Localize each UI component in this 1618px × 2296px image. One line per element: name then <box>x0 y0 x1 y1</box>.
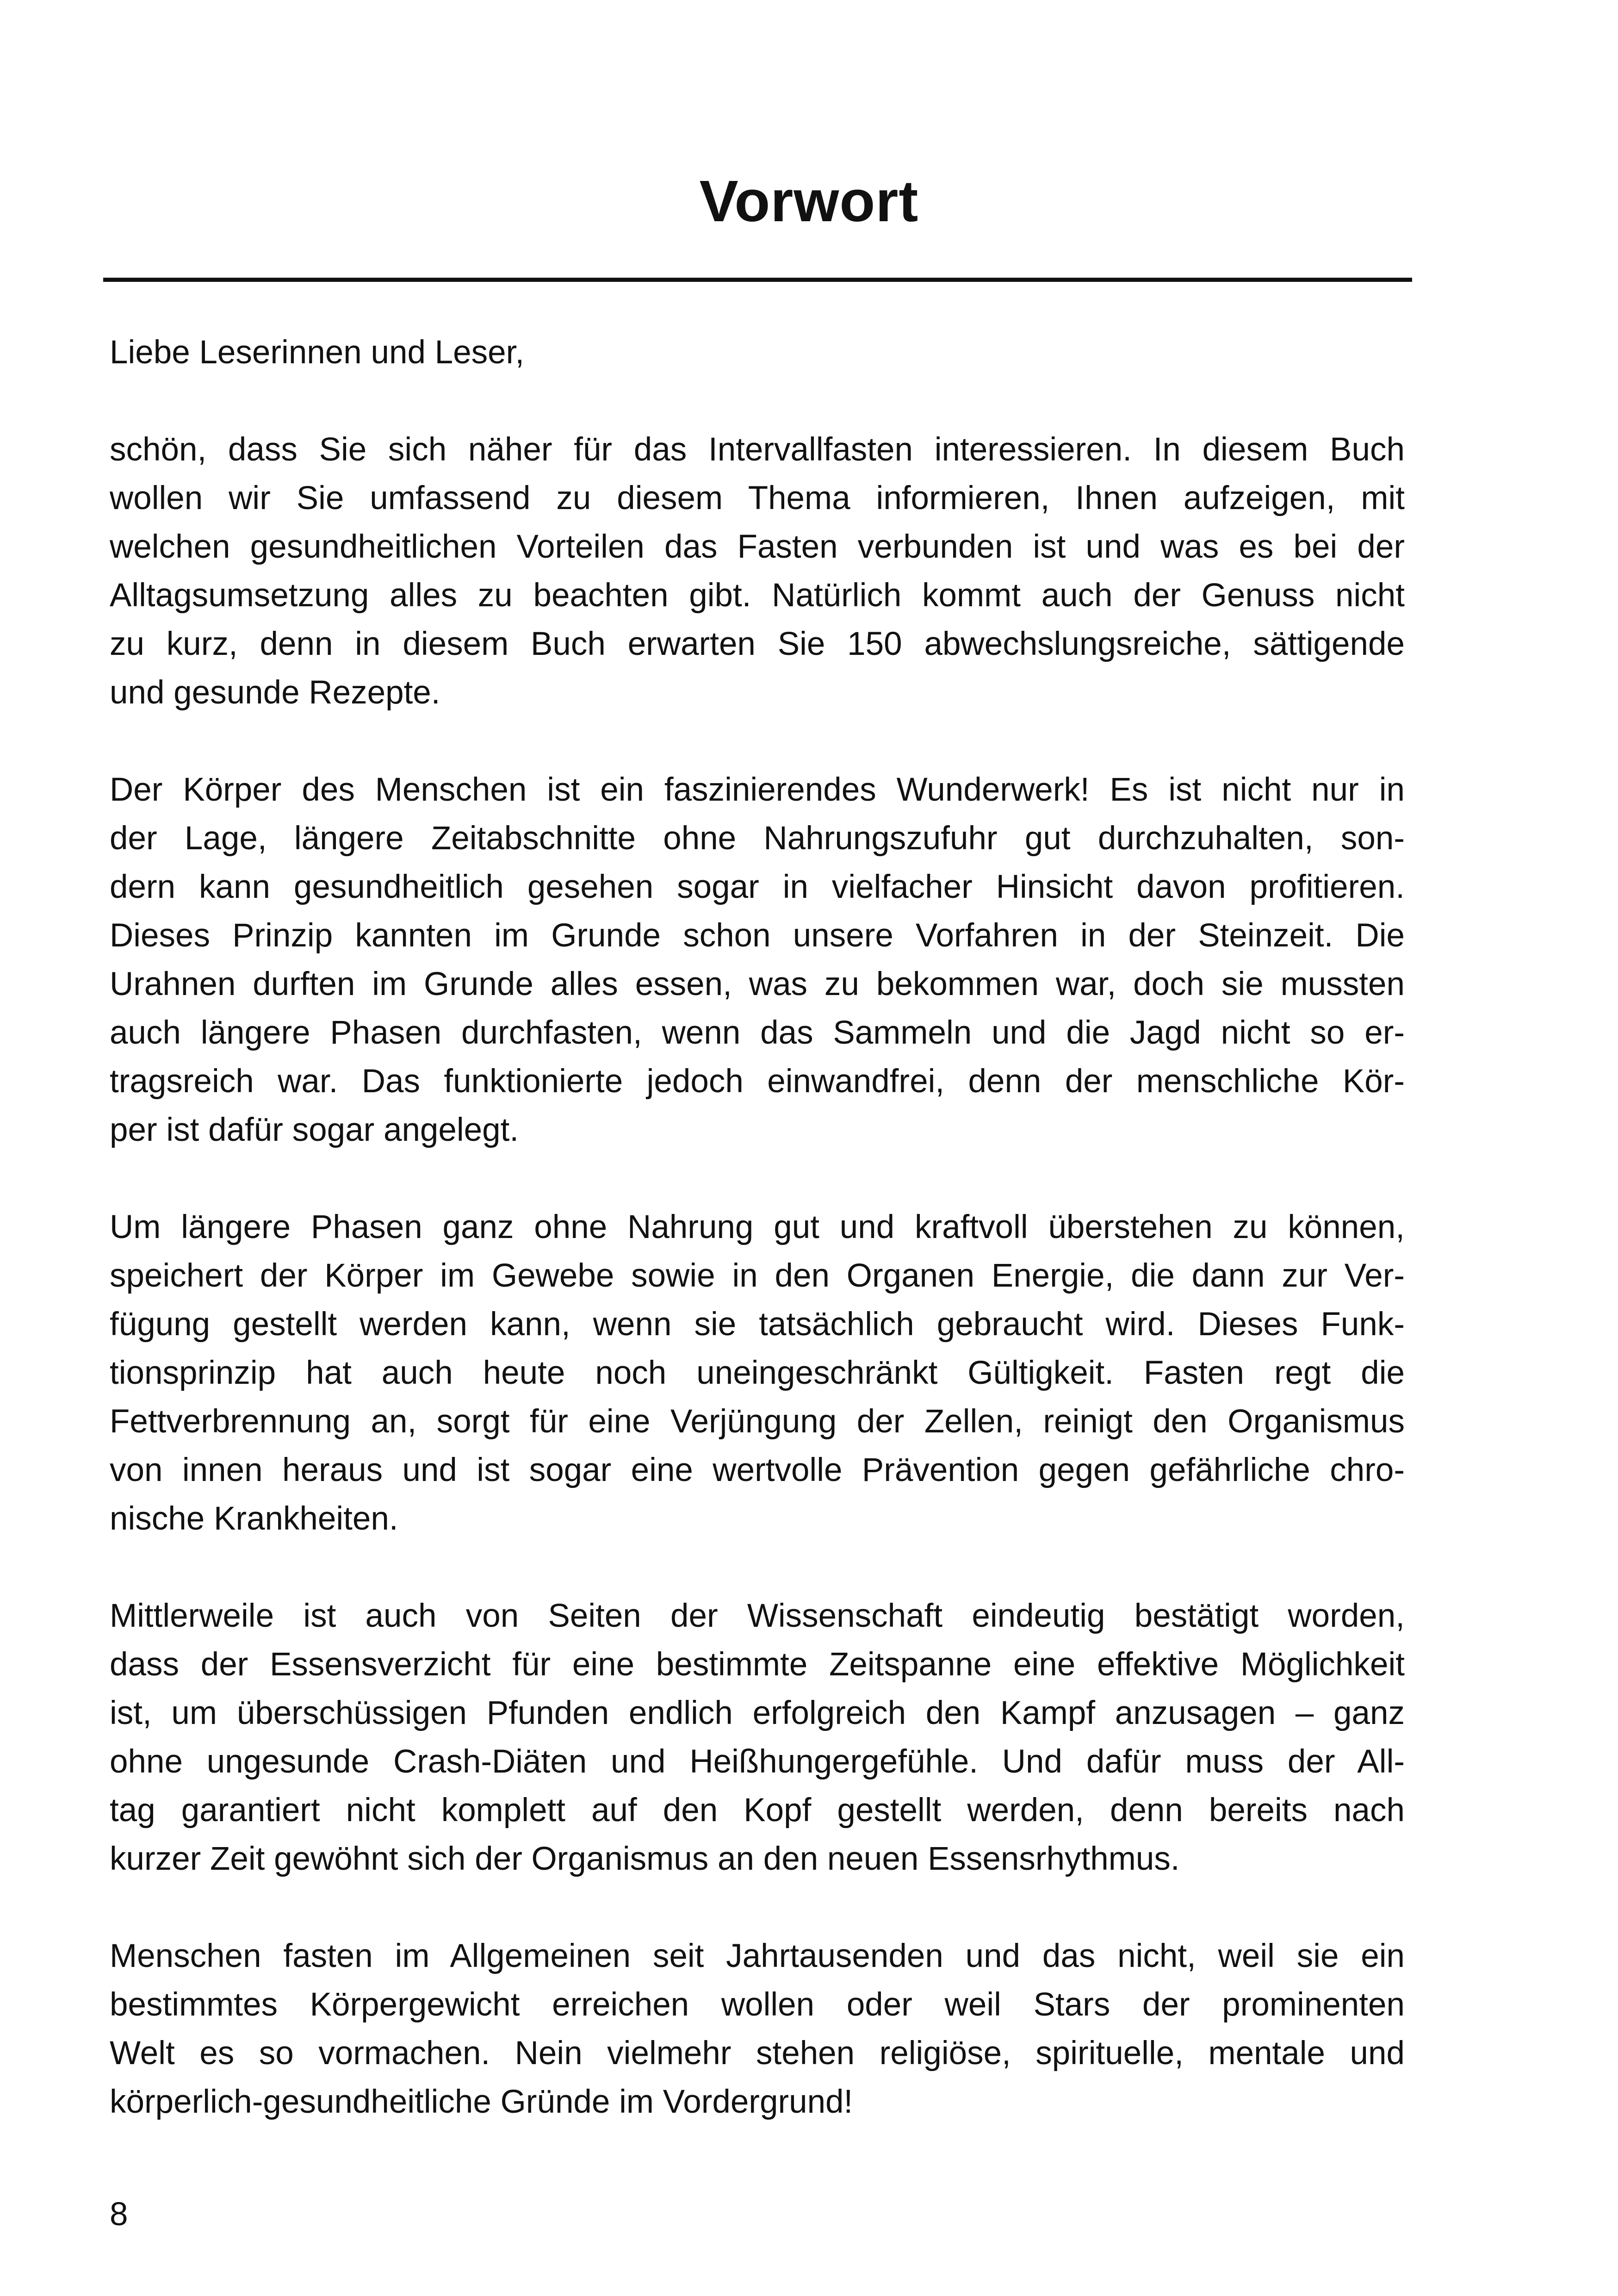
text-line: nische Krankheiten. <box>110 1500 398 1537</box>
text-line: ohne ungesunde Crash-Diäten und Heißhungergefühle. Und dafür muss der All- <box>110 1743 1405 1780</box>
text-line: wollen wir Sie umfassend zu diesem Thema informieren, Ihnen aufzeigen, mit <box>110 480 1405 516</box>
text-line: körperlich-gesundheitliche Gründe im Vordergrund! <box>110 2084 853 2120</box>
text-line: Um längere Phasen ganz ohne Nahrung gut und kraftvoll überstehen zu können, <box>110 1209 1405 1245</box>
page-title: Vorwort <box>699 168 919 234</box>
text-line: Mittlerweile ist auch von Seiten der Wissenschaft eindeutig bestätigt worden, <box>110 1598 1405 1634</box>
paragraph <box>110 1203 1405 1543</box>
text-line: ist, um überschüssigen Pfunden endlich erfolgreich den Kampf anzusagen – ganz <box>110 1695 1405 1731</box>
paragraph <box>110 1592 1405 1883</box>
text-line: kurzer Zeit gewöhnt sich der Organismus an den neuen Essensrhythmus. <box>110 1841 1180 1877</box>
paragraph <box>110 425 1405 717</box>
paragraph <box>110 1932 1405 2126</box>
page-number: 8 <box>110 2196 128 2233</box>
paragraph <box>110 765 1405 1154</box>
title-rule <box>103 278 1412 282</box>
text-line: Alltagsumsetzung alles zu beachten gibt. Natürlich kommt auch der Genuss nicht <box>110 577 1405 614</box>
text-line: schön, dass Sie sich näher für das Intervallfasten interessieren. In diesem Buch <box>110 431 1405 468</box>
text-line: Menschen fasten im Allgemeinen seit Jahrtausenden und das nicht, weil sie ein <box>110 1938 1405 1974</box>
text-line: dern kann gesundheitlich gesehen sogar in vielfacher Hinsicht davon profitieren. <box>110 869 1405 905</box>
text-line: Welt es so vormachen. Nein vielmehr stehen religiöse, spirituelle, mentale und <box>110 2035 1405 2072</box>
text-line: der Lage, längere Zeitabschnitte ohne Nahrungszufuhr gut durchzuhalten, son- <box>110 820 1405 857</box>
text-line: bestimmtes Körpergewicht erreichen wollen oder weil Stars der prominenten <box>110 1986 1405 2023</box>
text-line: per ist dafür sogar angelegt. <box>110 1112 519 1148</box>
text-line: speichert der Körper im Gewebe sowie in den Organen Energie, die dann zur Ver- <box>110 1257 1405 1294</box>
text-line: Urahnen durften im Grunde alles essen, was zu bekommen war, doch sie mussten <box>110 966 1405 1002</box>
text-line: zu kurz, denn in diesem Buch erwarten Sie 150 abwechslungsreiche, sättigende <box>110 626 1405 662</box>
text-line: tag garantiert nicht komplett auf den Kopf gestellt werden, denn bereits nach <box>110 1792 1405 1829</box>
text-line: welchen gesundheitlichen Vorteilen das Fasten verbunden ist und was es bei der <box>110 529 1405 565</box>
body-text <box>110 328 1405 2126</box>
text-line: Dieses Prinzip kannten im Grunde schon unsere Vorfahren in der Steinzeit. Die <box>110 917 1405 954</box>
text-line: auch längere Phasen durchfasten, wenn das Sammeln und die Jagd nicht so er- <box>110 1014 1405 1051</box>
text-line: Fettverbrennung an, sorgt für eine Verjüngung der Zellen, reinigt den Organismus <box>110 1403 1405 1440</box>
text-line: Der Körper des Menschen ist ein faszinierendes Wunderwerk! Es ist nicht nur in <box>110 772 1405 808</box>
greeting: Liebe Leserinnen und Leser, <box>110 334 525 371</box>
text-line: tionsprinzip hat auch heute noch uneingeschränkt Gültigkeit. Fasten regt die <box>110 1355 1405 1391</box>
text-line: fügung gestellt werden kann, wenn sie tatsächlich gebraucht wird. Dieses Funk- <box>110 1306 1405 1343</box>
text-line: von innen heraus und ist sogar eine wertvolle Prävention gegen gefährliche chro- <box>110 1452 1405 1488</box>
text-line: und gesunde Rezepte. <box>110 674 440 711</box>
text-line: tragsreich war. Das funktionierte jedoch einwandfrei, denn der menschliche Kör- <box>110 1063 1405 1100</box>
text-line: dass der Essensverzicht für eine bestimmte Zeitspanne eine effektive Möglichkeit <box>110 1646 1405 1683</box>
